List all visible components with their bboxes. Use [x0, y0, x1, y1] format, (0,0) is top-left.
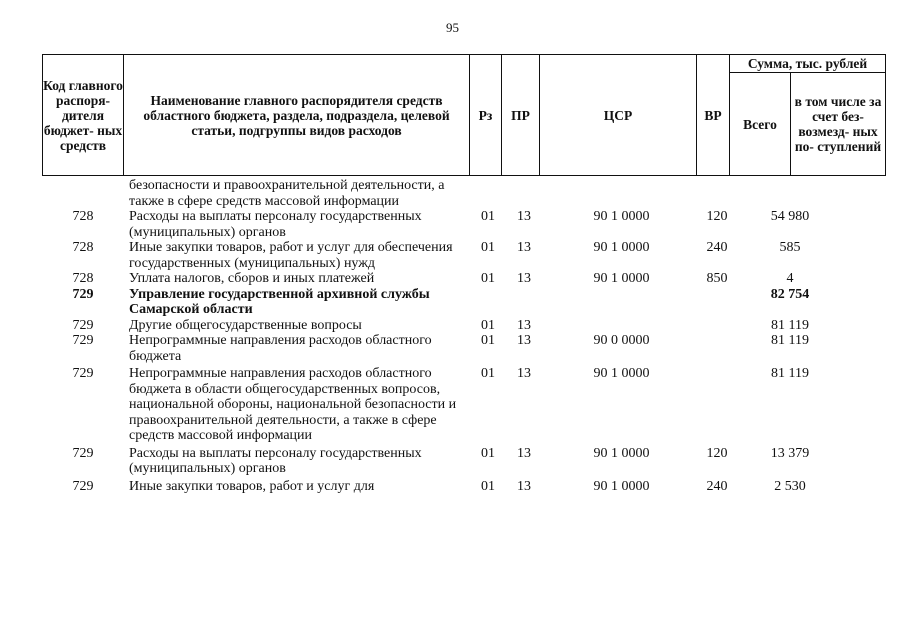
row-total: 54 980	[770, 209, 810, 224]
row-code: 729	[72, 317, 94, 333]
row-total: 82 754	[770, 286, 810, 302]
header-pr: ПР	[501, 54, 540, 176]
table-row	[42, 446, 886, 477]
row-csr: 90 0 0000	[593, 333, 650, 348]
row-pr: 13	[517, 333, 531, 348]
row-csr: 90 1 0000	[593, 209, 650, 224]
table-body	[42, 178, 886, 494]
row-total: 81 119	[771, 366, 809, 381]
row-csr: 90 1 0000	[593, 478, 650, 494]
row-csr: 90 1 0000	[593, 445, 650, 461]
header-name: Наименование главного распорядителя средств областного бюджета, раздела, подраздела, целевой статьи, подгруппы видов расходов	[123, 54, 470, 176]
row-total: 13 379	[770, 445, 810, 461]
row-code: 729	[72, 366, 94, 381]
row-rz: 01	[481, 317, 495, 333]
row-name: Расходы на выплаты персоналу государственных (муниципальных) органов	[129, 209, 422, 240]
table-row	[42, 287, 886, 318]
row-code: 729	[72, 445, 94, 461]
row-csr: 90 1 0000	[593, 240, 650, 255]
row-vr: 120	[706, 445, 728, 461]
row-rz: 01	[481, 366, 495, 381]
row-csr: 90 1 0000	[593, 271, 650, 286]
table-row	[42, 479, 886, 495]
row-name: Иные закупки товаров, работ и услуг для	[129, 478, 375, 494]
row-rz: 01	[481, 445, 495, 461]
header-csr: ЦСР	[539, 54, 697, 176]
row-pr: 13	[517, 209, 531, 224]
row-rz: 01	[481, 478, 495, 494]
row-total: 4	[786, 271, 794, 286]
row-rz: 01	[481, 333, 495, 348]
row-total: 585	[779, 240, 801, 255]
row-pr: 13	[517, 366, 531, 381]
row-total: 81 119	[771, 317, 809, 333]
row-total: 2 530	[774, 478, 806, 494]
row-pr: 13	[517, 317, 531, 333]
row-name: безопасности и правоохранительной деятельности, а также в сфере средств массовой информации	[129, 178, 445, 209]
table-row	[42, 240, 886, 271]
row-code: 729	[72, 286, 94, 302]
row-code: 728	[72, 271, 94, 286]
row-name: Непрограммные направления расходов областного бюджета	[129, 333, 432, 364]
table-row	[42, 366, 886, 444]
row-name: Уплата налогов, сборов и иных платежей	[129, 271, 375, 286]
table-row	[42, 209, 886, 240]
row-name: Иные закупки товаров, работ и услуг для обеспечения государственных (муниципальных) нужд	[129, 240, 453, 271]
row-vr: 240	[706, 240, 728, 255]
header-total: Всего	[729, 72, 791, 176]
row-pr: 13	[517, 240, 531, 255]
row-name: Другие общегосударственные вопросы	[129, 317, 362, 333]
row-code: 729	[72, 333, 94, 348]
header-code: Код главного распоря- дителя бюджет- ных средств	[42, 54, 124, 176]
row-pr: 13	[517, 478, 531, 494]
table-row	[42, 318, 886, 334]
header-free: в том числе за счет без- возмезд- ных по- ступлений	[790, 72, 886, 176]
row-vr: 240	[706, 478, 728, 494]
table-row	[42, 271, 886, 287]
row-pr: 13	[517, 445, 531, 461]
header-vr: ВР	[696, 54, 730, 176]
row-code: 728	[72, 240, 94, 255]
row-code: 729	[72, 478, 94, 494]
row-rz: 01	[481, 209, 495, 224]
row-code: 728	[72, 209, 94, 224]
page-number: 95	[446, 20, 459, 35]
table-row	[42, 333, 886, 364]
row-name: Расходы на выплаты персоналу государственных (муниципальных) органов	[129, 445, 422, 476]
table-row	[42, 178, 886, 209]
header-sum: Сумма, тыс. рублей	[729, 54, 886, 73]
row-vr: 120	[706, 209, 728, 224]
row-rz: 01	[481, 271, 495, 286]
row-name: Управление государственной архивной службы Самарской области	[129, 286, 430, 317]
row-total: 81 119	[771, 333, 809, 348]
row-pr: 13	[517, 271, 531, 286]
row-name: Непрограммные направления расходов областного бюджета в области общегосударственных вопросов, национальной обороны, национальной безопасности и правоохранительной деятельности, а также в сфере средств массовой информации	[129, 366, 457, 443]
row-csr: 90 1 0000	[593, 366, 650, 381]
row-vr: 850	[706, 271, 728, 286]
row-rz: 01	[481, 240, 495, 255]
header-rz: Рз	[469, 54, 502, 176]
table-header	[42, 54, 886, 176]
